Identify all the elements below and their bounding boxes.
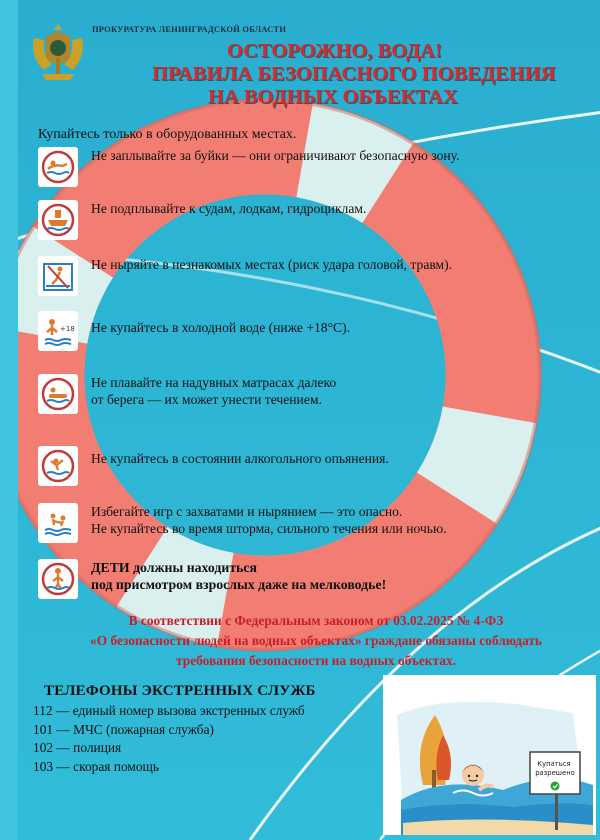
rule-text: ДЕТИ должны находиться под присмотром взрослых даже на мелководье! <box>91 560 387 592</box>
rule-item <box>38 559 518 599</box>
no-diving-icon <box>38 256 78 296</box>
no-boats-icon <box>38 200 78 240</box>
rule-item <box>38 446 518 486</box>
beach-scene-icon <box>383 675 596 835</box>
child-supervision-icon <box>38 559 78 599</box>
phone-item: 102 — полиция <box>33 740 122 755</box>
swimming-allowed-illustration <box>383 675 596 835</box>
rule-item <box>38 503 518 543</box>
rule-text: Не плавайте на надувных матрасах далеко от берега — их может унести течением. <box>91 375 337 407</box>
page-title <box>130 40 600 109</box>
phone-item: 103 — скорая помощь <box>33 759 159 774</box>
phone-item: 101 — МЧС (пожарная служба) <box>33 722 214 737</box>
rule-text: Не купайтесь в холодной воде (ниже +18°С). <box>91 320 351 335</box>
law-line-3: требования безопасности на водных объектах. <box>176 653 456 668</box>
rule-item <box>38 374 518 414</box>
sign-text: Купаться разрешено <box>535 760 575 777</box>
rule-item <box>38 200 518 240</box>
cold-water-icon <box>38 311 78 351</box>
rule-item <box>38 147 518 187</box>
left-decorative-strip <box>0 0 18 840</box>
rule-text: Не подплывайте к судам, лодкам, гидроциклам. <box>91 201 367 216</box>
law-line-2: «О безопасности людей на водных объектах» граждане обязаны соблюдать <box>90 633 542 648</box>
no-air-mattress-icon <box>38 374 78 414</box>
no-swimming-far-icon <box>38 147 78 187</box>
rule-text: Не ныряйте в незнакомых местах (риск удара головой, травм). <box>91 257 453 272</box>
rule-text: Не заплывайте за буйки — они ограничивают безопасную зону. <box>91 148 460 163</box>
phone-item: 112 — единый номер вызова экстренных служб <box>33 703 305 718</box>
svg-text:+18: +18 <box>60 325 75 333</box>
rule-item <box>38 311 518 351</box>
no-alcohol-swimming-icon <box>38 446 78 486</box>
rule-text: Избегайте игр с захватами и нырянием — это опасно. Не купайтесь во время шторма, сильного течения или ночью. <box>91 504 447 536</box>
no-rough-games-icon <box>38 503 78 543</box>
organization-name: ПРОКУРАТУРА ЛЕНИНГРАДСКОЙ ОБЛАСТИ <box>92 24 287 34</box>
prosecutor-emblem-icon <box>26 18 90 86</box>
law-notice <box>56 611 576 671</box>
rule-item <box>38 256 518 296</box>
title-line-2: ПРАВИЛА БЕЗОПАСНОГО ПОВЕДЕНИЯ <box>152 63 556 85</box>
phones-title: ТЕЛЕФОНЫ ЭКСТРЕННЫХ СЛУЖБ <box>44 683 316 699</box>
title-line-1: ОСТОРОЖНО, ВОДА! <box>227 40 442 62</box>
intro-text: Купайтесь только в оборудованных местах. <box>38 127 297 142</box>
law-line-1: В соответствии с Федеральным законом от 03.02.2025 № 4-ФЗ <box>128 613 504 628</box>
rule-text: Не купайтесь в состоянии алкогольного опьянения. <box>91 451 389 466</box>
title-line-3: НА ВОДНЫХ ОБЪЕКТАХ <box>208 86 458 108</box>
